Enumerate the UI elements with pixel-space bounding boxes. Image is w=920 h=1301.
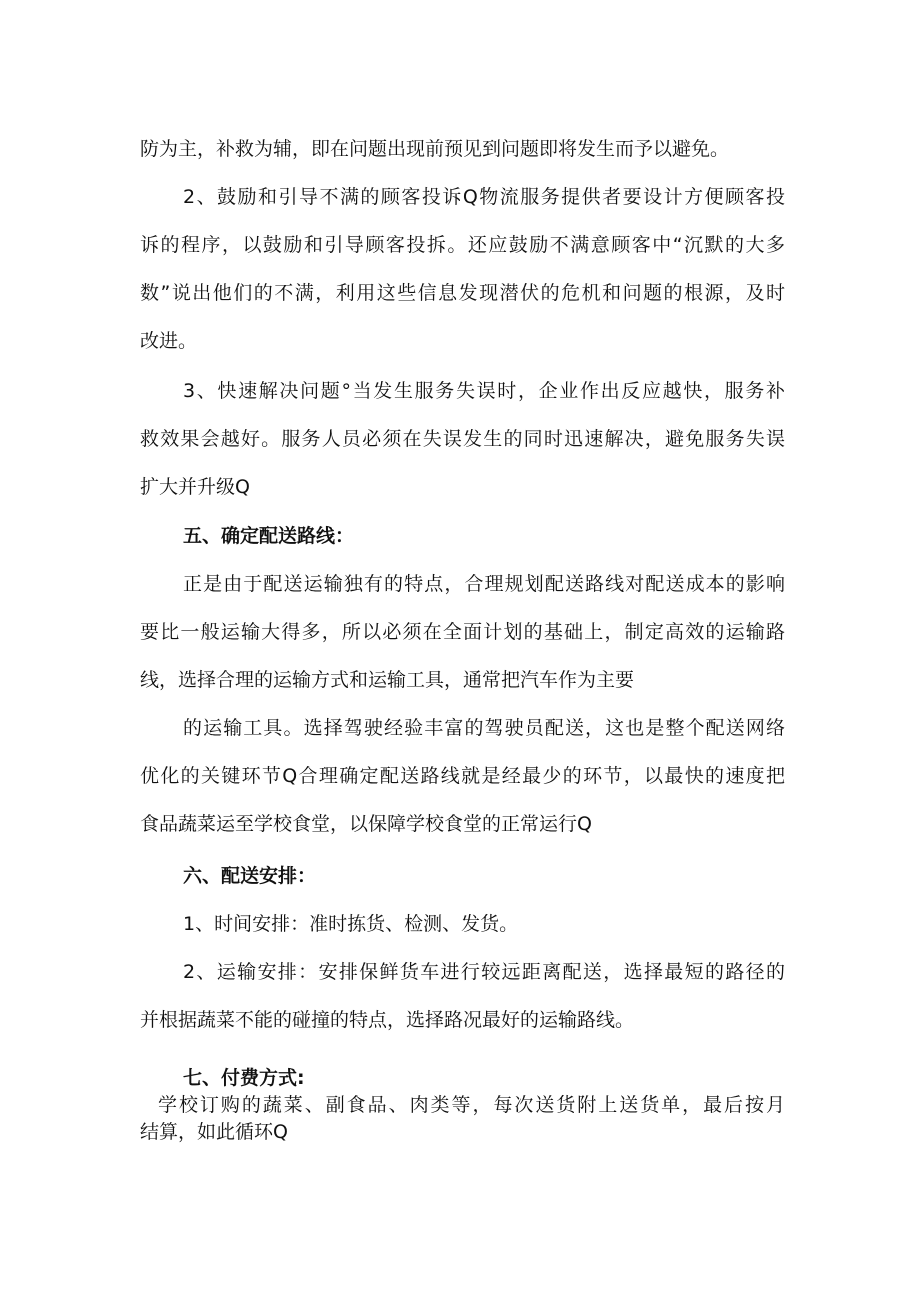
paragraph-line-11: 线，选择合理的运输方式和运输工具，通常把汽车作为主要 <box>140 669 635 691</box>
paragraph-line-14: 食品蔬菜运至学校食堂，以保障学校食堂的正常运行Q <box>140 813 592 835</box>
paragraph-line-16: 2、运输安排：安排保鲜货车进行较远距离配送，选择最短的路径的 <box>183 961 785 983</box>
paragraph-line-2: 2、鼓励和引导不满的顾客投诉Q物流服务提供者要设计方便顾客投 <box>183 186 785 208</box>
paragraph-line-4: 数”说出他们的不满，利用这些信息发现潜伏的危机和问题的根源，及时 <box>140 282 785 304</box>
paragraph-line-7: 救效果会越好。服务人员必须在失误发生的同时迅速解决，避免服务失误 <box>140 428 785 450</box>
section-heading-5: 五、确定配送路线： <box>183 525 355 547</box>
paragraph-line-13: 优化的关键环节Q合理确定配送路线就是经最少的环节，以最快的速度把 <box>140 765 785 787</box>
paragraph-line-5: 改进。 <box>140 330 198 352</box>
paragraph-line-10: 要比一般运输大得多，所以必须在全面计划的基础上，制定高效的运输路 <box>140 621 785 643</box>
paragraph-line-9: 正是由于配送运输独有的特点，合理规划配送路线对配送成本的影响 <box>183 573 785 595</box>
paragraph-line-1: 防为主，补救为辅，即在问题出现前预见到问题即将发生而予以避免。 <box>140 138 730 160</box>
paragraph-line-6: 3、快速解决问题°当发生服务失误时，企业作出反应越快，服务补 <box>183 380 785 402</box>
paragraph-line-15: 1、时间安排：准时拣货、检测、发货。 <box>183 913 519 935</box>
section-heading-6: 六、配送安排： <box>183 865 317 887</box>
section-heading-7: 七、付费方式: <box>183 1067 305 1089</box>
paragraph-line-12: 的运输工具。选择驾驶经验丰富的驾驶员配送，这也是整个配送网络 <box>183 717 785 739</box>
paragraph-line-3: 诉的程序，以鼓励和引导顾客投拆。还应鼓励不满意顾客中“沉默的大多 <box>140 234 785 256</box>
paragraph-line-19: 结算，如此循环Q <box>140 1121 288 1143</box>
paragraph-line-8: 扩大并升级Q <box>140 476 250 498</box>
paragraph-line-18: 学校订购的蔬菜、副食品、肉类等，每次送货附上送货单，最后按月 <box>158 1094 785 1116</box>
paragraph-line-17: 并根据蔬菜不能的碰撞的特点，选择路况最好的运输路线。 <box>140 1009 635 1031</box>
